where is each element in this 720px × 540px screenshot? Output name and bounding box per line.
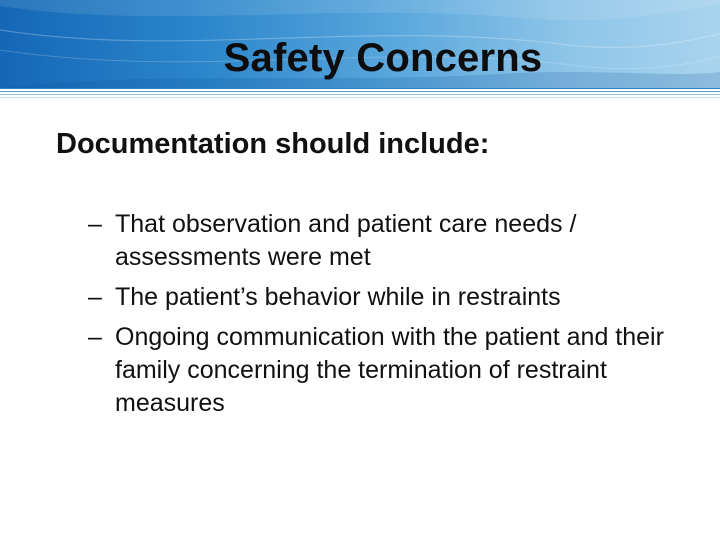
- title-underline-stripes: [0, 88, 720, 100]
- bullet-item: [88, 281, 688, 314]
- bullet-list: [88, 208, 688, 427]
- slide-title: Safety Concerns: [223, 36, 543, 80]
- bullet-item: [88, 208, 688, 274]
- bullet-item: [88, 321, 688, 420]
- bullet-dash: –: [88, 210, 102, 238]
- title-banner: [0, 0, 720, 88]
- bullet-text: Ongoing communication with the patient and their family concerning the termination of restraint measures: [115, 323, 664, 417]
- bullet-dash: –: [88, 283, 102, 311]
- bullet-text: The patient’s behavior while in restraints: [115, 283, 561, 311]
- bullet-text: That observation and patient care needs / assessments were met: [115, 210, 577, 271]
- section-heading: Documentation should include:: [56, 128, 490, 160]
- bullet-dash: –: [88, 323, 102, 351]
